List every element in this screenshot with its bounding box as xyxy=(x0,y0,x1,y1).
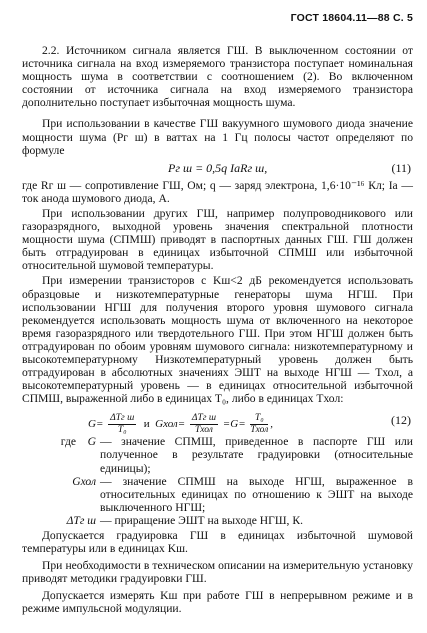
paragraph-methods: При необходимости в техническом описании на измерительную установку приводят методики градуировки ГШ. xyxy=(22,559,413,586)
fraction-3: $\frac{\text{T₀}}{\text{Tхол}}$ xyxy=(250,413,269,436)
paragraph-other-generators: При использовании других ГШ, например полупроводникового или газоразрядного, выходной уровень значения спектральной плотности мощности шума (СПМШ) приводят в паспортных данных ГШ. ГШ должен быть отградуирован в единицах избыточной СПМШ или избыточной относительной шумовой температуры. xyxy=(22,206,413,273)
paragraph-transistor-measure: При измерении транзисторов с Kш<2 дБ рекомендуется использовать образцовые и низкотемпературные генераторы шума НГШ. При использовании НГШ для получения второго уровня шумового сигнала рекомендуется использовать мощность шума от включенного на некоторое время газоразрядного или твердотельного ГШ. При этом НГШ должен быть отградуирован по обоим уровням шумового сигнала: низкотемпературному и высокотемпературному Низкотемпературный уровень должен быть отградуирован в абсолютных значениях ЭШТ на выходе НГШ — Tхол, а высокотемпературный уровень — в единицах относительной избыточной СПМШ, выраженной либо в единицах T₀, либо в единицах Tхол: xyxy=(22,274,413,406)
definition-row: ΔTг ш — приращение ЭШТ на выходе НГШ, К. xyxy=(66,513,303,527)
fraction-2: $\frac{\text{ΔTг ш}}{\text{Tхол}}$ xyxy=(191,413,217,436)
page-header: ГОСТ 18604.11—88 С. 5 xyxy=(290,12,413,24)
paragraph-2-2: 2.2. Источником сигнала является ГШ. В выключенном состоянии от источника сигнала на вход измеряемого транзистора поступает номинальная мощность шума в соответствии с соотношением (2). Во включенном состоянии от источника сигнала на вход измеряемого транзистора дополнительно поступает избыточная мощность шума. xyxy=(22,44,413,110)
formula-12 xyxy=(22,405,413,435)
definitions-list xyxy=(22,435,413,527)
formula-11-expression: Pг ш = 0,5q IаRг ш, xyxy=(168,160,268,175)
formula-12-number: (12) xyxy=(391,413,411,428)
document-body xyxy=(22,44,413,616)
definition-row: Gхол — значение СПМШ на выходе НГШ, выраженное в относительных единицах по отношению к ЭШТ на выходе выключенного НГШ; xyxy=(72,474,413,514)
paragraph-modes: Допускается измерять Kш при работе ГШ в непрерывном режиме и в режиме импульсной модуляции. xyxy=(22,589,413,616)
paragraph-vacuum-diode: При использовании в качестве ГШ вакуумного шумового диода значение мощности шума (Pг ш) в ваттах на 1 Гц полосы частот определяют по формуле xyxy=(22,117,413,157)
formula-11 xyxy=(22,157,413,179)
formula-11-number: (11) xyxy=(391,160,411,175)
paragraph-where-11: где Rг ш — сопротивление ГШ, Ом; q — заряд электрона, 1,6·10⁻¹⁶ Кл; Iа — ток анода шумового диода, А. xyxy=(22,178,413,205)
formula-12-expression: G= $\frac{\text{ΔTг ш}}{\text{T₀}}$ и Gхол= $\frac{\text{ΔTг ш}}{\text{Tхол}}$ =G= $\frac{\text{T₀}}{\text{Tхол}}$ , xyxy=(88,413,274,436)
fraction-1: $\frac{\text{ΔTг ш}}{\text{T₀}}$ xyxy=(110,413,135,436)
definition-row: где G — значение СПМШ, приведенное в паспорте ГШ или полученное в результате градуировки (относительные единицы); xyxy=(60,435,413,475)
paragraph-calibration: Допускается градуировка ГШ в единицах избыточной шумовой температуры или в единицах Kш. xyxy=(22,529,413,556)
